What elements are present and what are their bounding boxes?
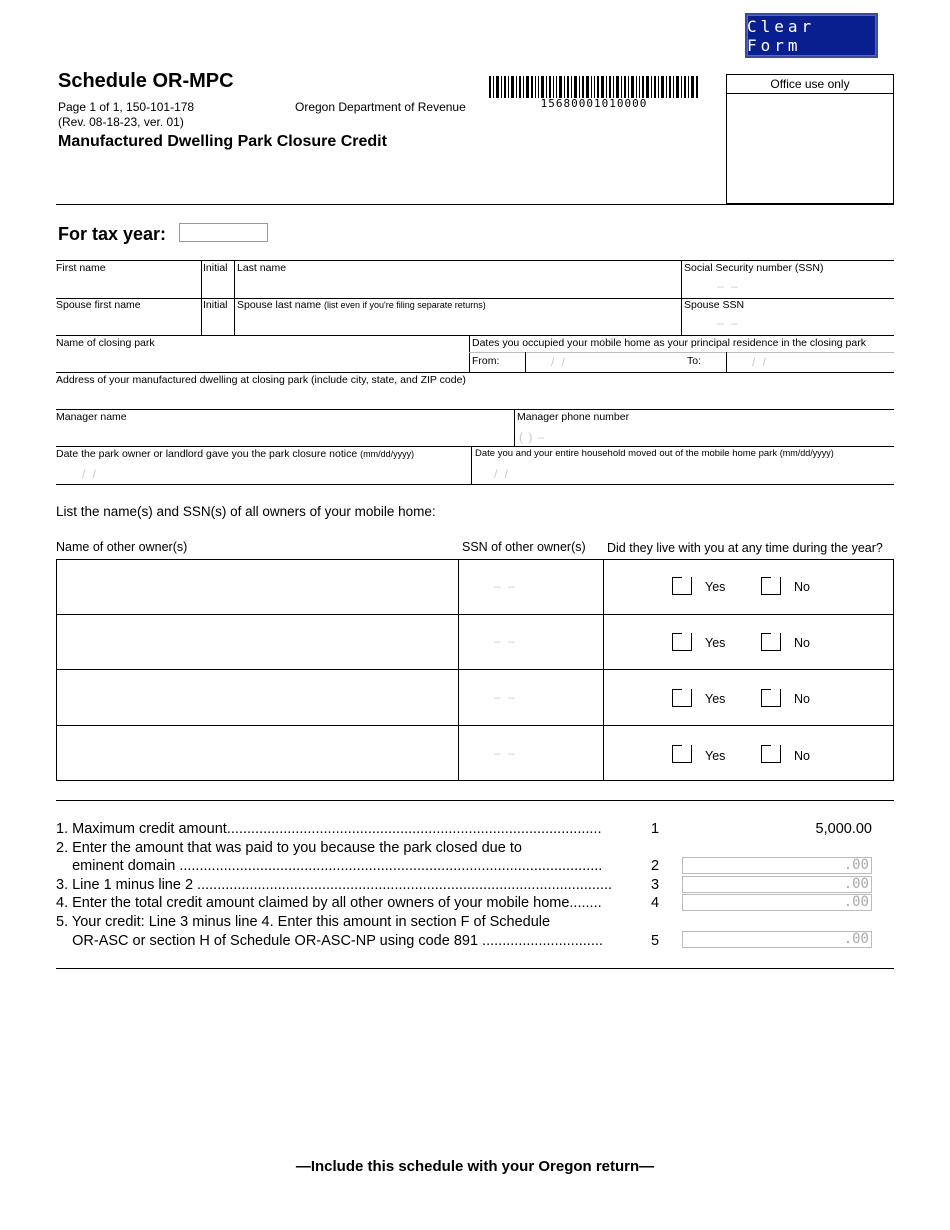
owner-name-input[interactable]: [58, 561, 456, 613]
yes-checkbox[interactable]: [672, 745, 692, 763]
department: Oregon Department of Revenue: [295, 100, 466, 114]
no-label: No: [794, 692, 810, 706]
address-label: Address of your manufactured dwelling at closing park (include city, state, and ZIP code): [56, 374, 466, 386]
grid-line: [56, 614, 894, 615]
from-date-placeholder[interactable]: / /: [551, 355, 568, 369]
grid-line: [681, 260, 682, 335]
last-name-label: Last name: [237, 262, 287, 274]
no-checkbox[interactable]: [761, 745, 781, 763]
grid-line: [56, 725, 894, 726]
grid-line: [726, 352, 727, 372]
grid-line: [471, 446, 472, 484]
barcode-icon: [489, 76, 699, 98]
ssn-placeholder[interactable]: – –: [717, 279, 740, 293]
line-1-amount: 5,000.00: [815, 821, 872, 837]
page-info: Page 1 of 1, 150-101-178: [58, 100, 195, 114]
notice-date-text: Date the park owner or landlord gave you the park closure notice: [56, 448, 358, 460]
owner-name-input[interactable]: [58, 671, 456, 724]
line-3-number: 3: [651, 877, 660, 893]
line-3-text: 3. Line 1 minus line 2 .......................................................................................................: [56, 877, 612, 893]
line-1-number: 1: [651, 821, 660, 837]
grid-line: [56, 446, 894, 447]
owner-ssn-header: SSN of other owner(s): [462, 540, 586, 554]
yes-label: Yes: [705, 692, 726, 706]
to-label: To:: [687, 355, 702, 367]
divider: [56, 800, 894, 801]
no-checkbox[interactable]: [761, 633, 781, 651]
revision: (Rev. 08-18-23, ver. 01): [58, 115, 184, 129]
no-checkbox[interactable]: [761, 689, 781, 707]
form-title: Manufactured Dwelling Park Closure Credit: [58, 133, 387, 150]
no-label: No: [794, 749, 810, 763]
manager-name-label: Manager name: [56, 411, 127, 423]
line-5-number: 5: [651, 933, 660, 949]
phone-placeholder[interactable]: ( ) –: [519, 430, 546, 444]
line-3-amount: .00: [682, 876, 872, 893]
line-2-text-cont: eminent domain .........................................................................................................: [56, 858, 603, 874]
grid-line: [514, 409, 515, 446]
ssn-label: Social Security number (SSN): [684, 262, 824, 274]
spouse-last-name-label: [237, 299, 486, 311]
yes-label: Yes: [705, 636, 726, 650]
owner-name-input[interactable]: [58, 727, 456, 779]
line-2-number: 2: [651, 858, 660, 874]
spouse-last-name-text: Spouse last name: [237, 299, 322, 311]
first-name-label: First name: [56, 262, 106, 274]
spouse-initial-label: Initial: [203, 299, 228, 311]
closing-park-label: Name of closing park: [56, 337, 155, 349]
tax-year-label: For tax year:: [58, 224, 167, 244]
owner-name-header: Name of other owner(s): [56, 540, 188, 554]
grid-line: [234, 260, 235, 335]
yes-checkbox[interactable]: [672, 577, 692, 595]
tax-year-input[interactable]: [179, 223, 268, 242]
grid-line: [201, 260, 202, 335]
line-2-text: 2. Enter the amount that was paid to you because the park closed due to: [56, 840, 522, 856]
line-4-text: 4. Enter the total credit amount claimed by all other owners of your mobile home........: [56, 895, 602, 911]
grid-line: [469, 335, 470, 372]
grid-line: [603, 559, 604, 781]
barcode-number: 15680001010000: [540, 97, 648, 110]
office-use-box: [726, 74, 894, 204]
initial-label: Initial: [203, 262, 228, 274]
owner-name-input[interactable]: [58, 616, 456, 668]
moved-date-label: [475, 448, 834, 459]
schedule-title: Schedule OR-MPC: [58, 70, 234, 92]
no-checkbox[interactable]: [761, 577, 781, 595]
moved-date-placeholder[interactable]: / /: [494, 467, 511, 481]
yes-label: Yes: [705, 749, 726, 763]
line-5-text-cont: OR-ASC or section H of Schedule OR-ASC-NP using code 891 ..............................: [56, 933, 603, 949]
line-5-text: 5. Your credit: Line 3 minus line 4. Enter this amount in section F of Schedule: [56, 914, 551, 930]
spouse-ssn-label: Spouse SSN: [684, 299, 745, 311]
grid-line: [525, 352, 526, 372]
grid-line: [56, 409, 894, 410]
grid-line: [56, 669, 894, 670]
yes-label: Yes: [705, 580, 726, 594]
line-2-amount-input[interactable]: .00: [682, 857, 872, 874]
no-label: No: [794, 636, 810, 650]
grid-line: [469, 352, 894, 353]
grid-line: [56, 260, 894, 261]
no-label: No: [794, 580, 810, 594]
footer-note: —Include this schedule with your Oregon return—: [295, 1158, 655, 1175]
line-4-number: 4: [651, 895, 660, 911]
moved-date-text: Date you and your entire household moved out of the mobile home park: [475, 448, 778, 459]
notice-date-placeholder[interactable]: / /: [82, 467, 99, 481]
grid-line: [458, 559, 459, 781]
grid-line: [56, 335, 894, 336]
office-use-label: Office use only: [727, 75, 893, 94]
from-label: From:: [472, 355, 500, 367]
to-date-placeholder[interactable]: / /: [752, 355, 769, 369]
line-5-amount: .00: [682, 931, 872, 948]
owners-intro: List the name(s) and SSN(s) of all owners of your mobile home:: [56, 504, 436, 519]
owner-ssn-input[interactable]: – –: [494, 579, 517, 593]
grid-line: [56, 372, 894, 373]
yes-checkbox[interactable]: [672, 633, 692, 651]
owner-ssn-input[interactable]: – –: [494, 690, 517, 704]
yes-checkbox[interactable]: [672, 689, 692, 707]
line-1-text: 1. Maximum credit amount.............................................................................................: [56, 821, 602, 837]
line-4-amount-input[interactable]: .00: [682, 894, 872, 911]
divider: [56, 204, 894, 205]
dates-occupied-label: Dates you occupied your mobile home as your principal residence in the closing park: [472, 337, 866, 349]
moved-date-format: (mm/dd/yyyy): [779, 448, 834, 458]
owner-ssn-input[interactable]: – –: [494, 746, 517, 760]
divider: [56, 968, 894, 969]
owner-live-header: Did they live with you at any time during the year?: [607, 541, 883, 555]
spouse-first-name-label: Spouse first name: [56, 299, 141, 311]
owner-ssn-input[interactable]: – –: [494, 634, 517, 648]
spouse-last-name-note: (list even if you're filing separate returns): [323, 300, 486, 310]
clear-form-button[interactable]: Clear Form: [745, 13, 878, 58]
notice-date-label: [56, 448, 414, 460]
notice-date-format: (mm/dd/yyyy): [360, 449, 415, 459]
spouse-ssn-placeholder[interactable]: – –: [717, 316, 740, 330]
manager-phone-label: Manager phone number: [517, 411, 630, 423]
grid-line: [56, 484, 894, 485]
